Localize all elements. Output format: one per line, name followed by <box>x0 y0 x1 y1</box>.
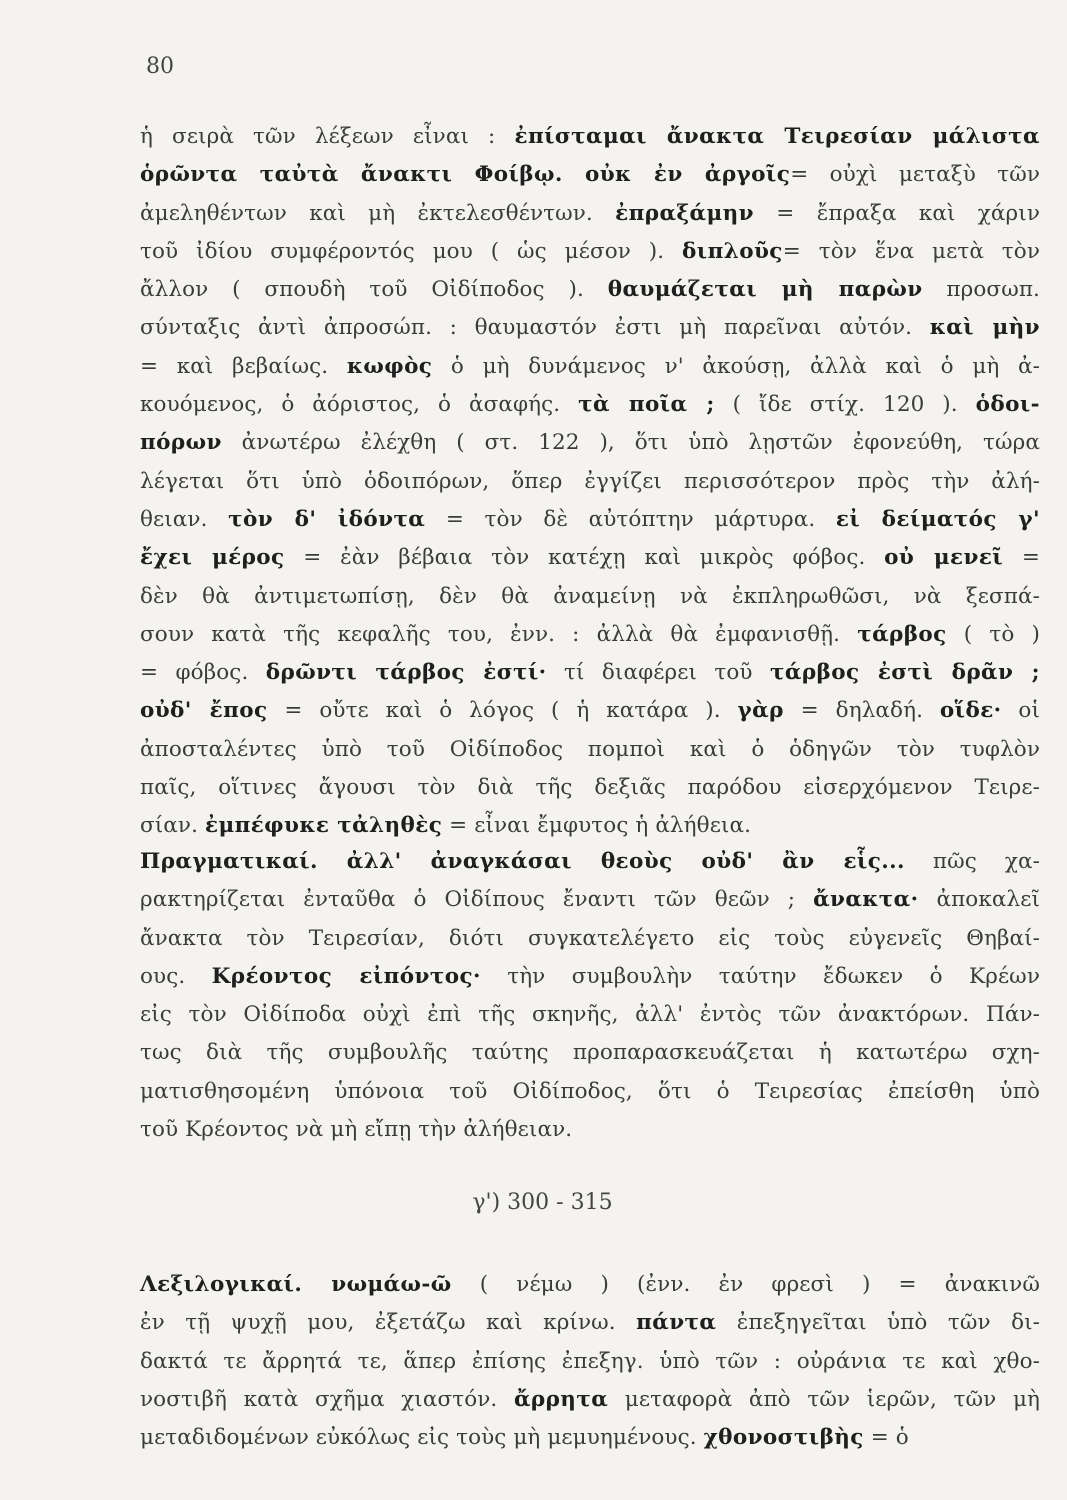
text-line <box>140 769 1040 807</box>
text-run: ἐπεξηγεῖται ὑπὸ τῶν δι- <box>716 1310 1041 1336</box>
text-run: μεταφορὰ ἀπὸ τῶν ἱερῶν, τῶν μὴ <box>608 1386 1041 1412</box>
text-run: ἀποσταλέντες ὑπὸ τοῦ Οἰδίποδος πομποὶ καὶ ὁ ὁδηγῶν τὸν τυφλὸν <box>140 736 1040 762</box>
text-line <box>140 501 1040 539</box>
text-run: σουν κατὰ τῆς κεφαλῆς του, ἐνν. : ἀλλὰ θὰ ἐμφανισθῇ. <box>140 621 858 647</box>
bold-term: ἔχει μέρος <box>140 545 285 571</box>
text-run: = ἐὰν βέβαια τὸν κατέχῃ καὶ μικρὸς φόβος. <box>284 545 885 571</box>
paragraph-lexical-notes <box>140 1266 1040 1457</box>
bold-term: ἄνακτα· <box>813 887 919 913</box>
text-run: προσωπ. <box>922 277 1040 303</box>
text-line <box>140 692 1040 730</box>
text-line <box>140 539 1040 577</box>
text-run: ματισθησομένη ὑπόνοια τοῦ Οἰδίποδος, ὅτι ὁ Τειρεσίας ἐπείσθη ὑπὸ <box>140 1078 1040 1104</box>
text-run: τὴν συμβουλὴν ταύτην ἔδωκεν ὁ Κρέων <box>480 963 1040 989</box>
text-run: θειαν. <box>140 506 229 532</box>
text-run: = τὸν ἕνα μετὰ τὸν <box>782 238 1040 264</box>
text-line <box>140 271 1040 309</box>
bold-term: ἄρρητα <box>513 1386 609 1412</box>
text-line <box>140 424 1040 462</box>
text-line <box>140 578 1040 616</box>
text-run: ἀμεληθέντων καὶ μὴ ἐκτελεσθέντων. <box>140 200 616 226</box>
bold-term: διπλοῦς <box>682 238 783 264</box>
text-run: = τὸν δὲ αὐτόπτην μάρτυρα. <box>425 506 836 532</box>
text-line <box>140 309 1040 347</box>
text-run: κουόμενος, ὁ ἀόριστος, ὁ ἀσαφής. <box>140 392 579 418</box>
bold-term: γὰρ <box>737 698 784 724</box>
bold-term: πάντα <box>636 1310 717 1336</box>
bold-term: οἵδε· <box>939 698 1002 724</box>
text-line <box>140 1304 1040 1342</box>
text-run: δὲν θὰ ἀντιμετωπίσῃ, δὲν θὰ ἀναμείνῃ νὰ ἐκπληρωθῶσι, νὰ ξεσπά- <box>140 583 1040 609</box>
text-line <box>140 1343 1040 1381</box>
text-run: = ἔπραξα καὶ χάριν <box>754 200 1040 226</box>
text-run: = οὐχὶ μεταξὺ τῶν <box>790 162 1040 188</box>
text-run: τί διαφέρει τοῦ <box>546 660 771 686</box>
text-run: παῖς, οἵτινες ἄγουσι τὸν διὰ τῆς δεξιᾶς παρόδου εἰσερχόμενον Τειρε- <box>140 775 1040 801</box>
text-run: = φόβος. <box>140 660 266 686</box>
text-run: ους. <box>140 963 212 989</box>
text-run: πῶς χα- <box>904 849 1040 874</box>
text-line <box>140 731 1040 769</box>
bold-term: θαυμάζεται μὴ παρὼν <box>607 277 923 303</box>
text-line <box>140 1111 1040 1149</box>
text-run: μεταδιδομένων εὐκόλως εἰς τοὺς μὴ μεμυημένους. <box>140 1425 704 1451</box>
text-run: ( ἴδε στίχ. 120 ). <box>714 392 976 418</box>
text-line <box>140 463 1040 501</box>
text-run: τοῦ Κρέοντος νὰ μὴ εἴπῃ τὴν ἀλήθειαν. <box>140 1117 573 1143</box>
bold-term: τὸν δ' ἰδόντα <box>228 506 426 532</box>
text-run: ἀνωτέρω ἐλέχθη ( στ. 122 ), ὅτι ὑπὸ λῃστῶν ἐφονεύθη, τώρα <box>221 430 1040 456</box>
text-line <box>140 348 1040 386</box>
text-line <box>140 616 1040 654</box>
text-run: ( νέμω ) (ἐνν. ἐν φρεσὶ ) = ἀνακινῶ <box>451 1272 1040 1297</box>
text-line <box>140 1266 1040 1304</box>
text-line <box>140 807 1040 845</box>
text-run: δακτά τε ἄρρητά τε, ἅπερ ἐπίσης ἐπεξηγ. ὑπὸ τῶν : οὐράνια τε καὶ χθο- <box>140 1348 1040 1374</box>
bold-term: ὁδοι- <box>975 392 1041 418</box>
text-run: = εἶναι ἔμφυτος ἡ ἀλήθεια. <box>442 813 752 839</box>
text-run: ἐν τῇ ψυχῇ μου, ἐξετάζω καὶ κρίνω. <box>140 1310 637 1336</box>
bold-term: οὐ μενεῖ <box>884 545 1004 571</box>
text-run: = ὁ <box>863 1425 909 1451</box>
bold-term: δρῶντι τάρβος ἐστί· <box>265 660 547 686</box>
text-run: ὁ μὴ δυνάμενος ν' ἀκούσῃ, ἀλλὰ καὶ ὁ μὴ ἀ- <box>432 353 1040 379</box>
bold-term: Λεξιλογικαί. νωμάω-ῶ <box>140 1272 452 1297</box>
text-run: ἀποκαλεῖ <box>918 887 1040 913</box>
bold-term: τάρβος <box>857 621 947 647</box>
section-heading-text: γ') 300 - 315 <box>472 1190 613 1215</box>
text-line <box>140 195 1040 233</box>
text-line <box>140 920 1040 958</box>
bold-term: οὐδ' ἔπος <box>140 698 268 724</box>
bold-term: Πραγματικαί. ἀλλ' ἀναγκάσαι θεοὺς οὐδ' ἂν εἷς... <box>140 849 905 874</box>
text-run: οἱ <box>1001 698 1041 724</box>
text-line <box>140 881 1040 919</box>
text-line <box>140 1419 1040 1457</box>
text-line <box>140 843 1040 881</box>
text-run: = <box>1003 545 1040 571</box>
text-run: εἰς τὸν Οἰδίποδα οὐχὶ ἐπὶ τῆς σκηνῆς, ἀλλ' ἐντὸς τῶν ἀνακτόρων. Πάν- <box>140 1002 1040 1028</box>
bold-term: ἐμπέφυκε τἀληθὲς <box>204 813 443 839</box>
text-run: ἄλλον ( σπουδὴ τοῦ Οἰδίποδος ). <box>140 277 608 303</box>
bold-term: καὶ μὴν <box>929 315 1040 341</box>
text-line <box>140 996 1040 1034</box>
bold-term: εἰ δείματός γ' <box>835 506 1040 532</box>
section-heading <box>0 1190 1067 1215</box>
text-line <box>140 233 1040 271</box>
bold-term: ἐπίσταμαι ἄνακτα Τειρεσίαν μάλιστα <box>514 124 1040 149</box>
bold-term: Κρέοντος εἰπόντος· <box>211 963 481 989</box>
bold-term: πόρων <box>140 430 222 456</box>
text-run: ( τὸ ) <box>946 621 1040 647</box>
bold-term: τὰ ποῖα ; <box>578 392 715 418</box>
text-line <box>140 1073 1040 1111</box>
text-run: = δηλαδή. <box>783 698 940 724</box>
text-run: λέγεται ὅτι ὑπὸ ὁδοιπόρων, ὅπερ ἐγγίζει περισσότερον πρὸς τὴν ἀλή- <box>140 468 1040 494</box>
text-run: ἡ σειρὰ τῶν λέξεων εἶναι : <box>140 124 515 149</box>
text-run: ρακτηρίζεται ἐνταῦθα ὁ Οἰδίπους ἔναντι τῶν θεῶν ; <box>140 887 814 913</box>
text-run: ἄνακτα τὸν Τειρεσίαν, διότι συγκατελέγετο εἰς τοὺς εὐγενεῖς Θηβαί- <box>140 925 1040 951</box>
paragraph-factual-notes <box>140 843 1040 1149</box>
text-line <box>140 118 1040 156</box>
bold-term: ὁρῶντα ταὐτὰ ἄνακτι Φοίβῳ. οὐκ ἐν ἀργοῖς <box>140 162 791 188</box>
text-run: τως διὰ τῆς συμβουλῆς ταύτης προπαρασκευάζεται ἡ κατωτέρω σχη- <box>140 1040 1040 1066</box>
text-line <box>140 1034 1040 1072</box>
bold-term: ἐπραξάμην <box>615 200 754 226</box>
text-line <box>140 958 1040 996</box>
text-run: σίαν. <box>140 813 205 839</box>
bold-term: τάρβος ἐστὶ δρᾶν ; <box>770 660 1040 686</box>
text-line <box>140 156 1040 194</box>
page-number: 80 <box>146 54 174 79</box>
text-run: νοστιβῆ κατὰ σχῆμα χιαστόν. <box>140 1386 514 1412</box>
text-line <box>140 386 1040 424</box>
bold-term: χθονοστιβὴς <box>703 1425 864 1451</box>
text-run: σύνταξις ἀντὶ ἀπροσώπ. : θαυμαστόν ἐστι μὴ παρεῖναι αὐτόν. <box>140 315 930 341</box>
bold-term: κωφὸς <box>346 353 433 379</box>
text-run: τοῦ ἰδίου συμφέροντός μου ( ὡς μέσον ). <box>140 238 683 264</box>
text-run: = οὔτε καὶ ὁ λόγος ( ἡ κατάρα ). <box>267 698 738 724</box>
text-line <box>140 654 1040 692</box>
text-line <box>140 1381 1040 1419</box>
text-run: = καὶ βεβαίως. <box>140 353 347 379</box>
paragraph-vocabulary <box>140 118 1040 846</box>
